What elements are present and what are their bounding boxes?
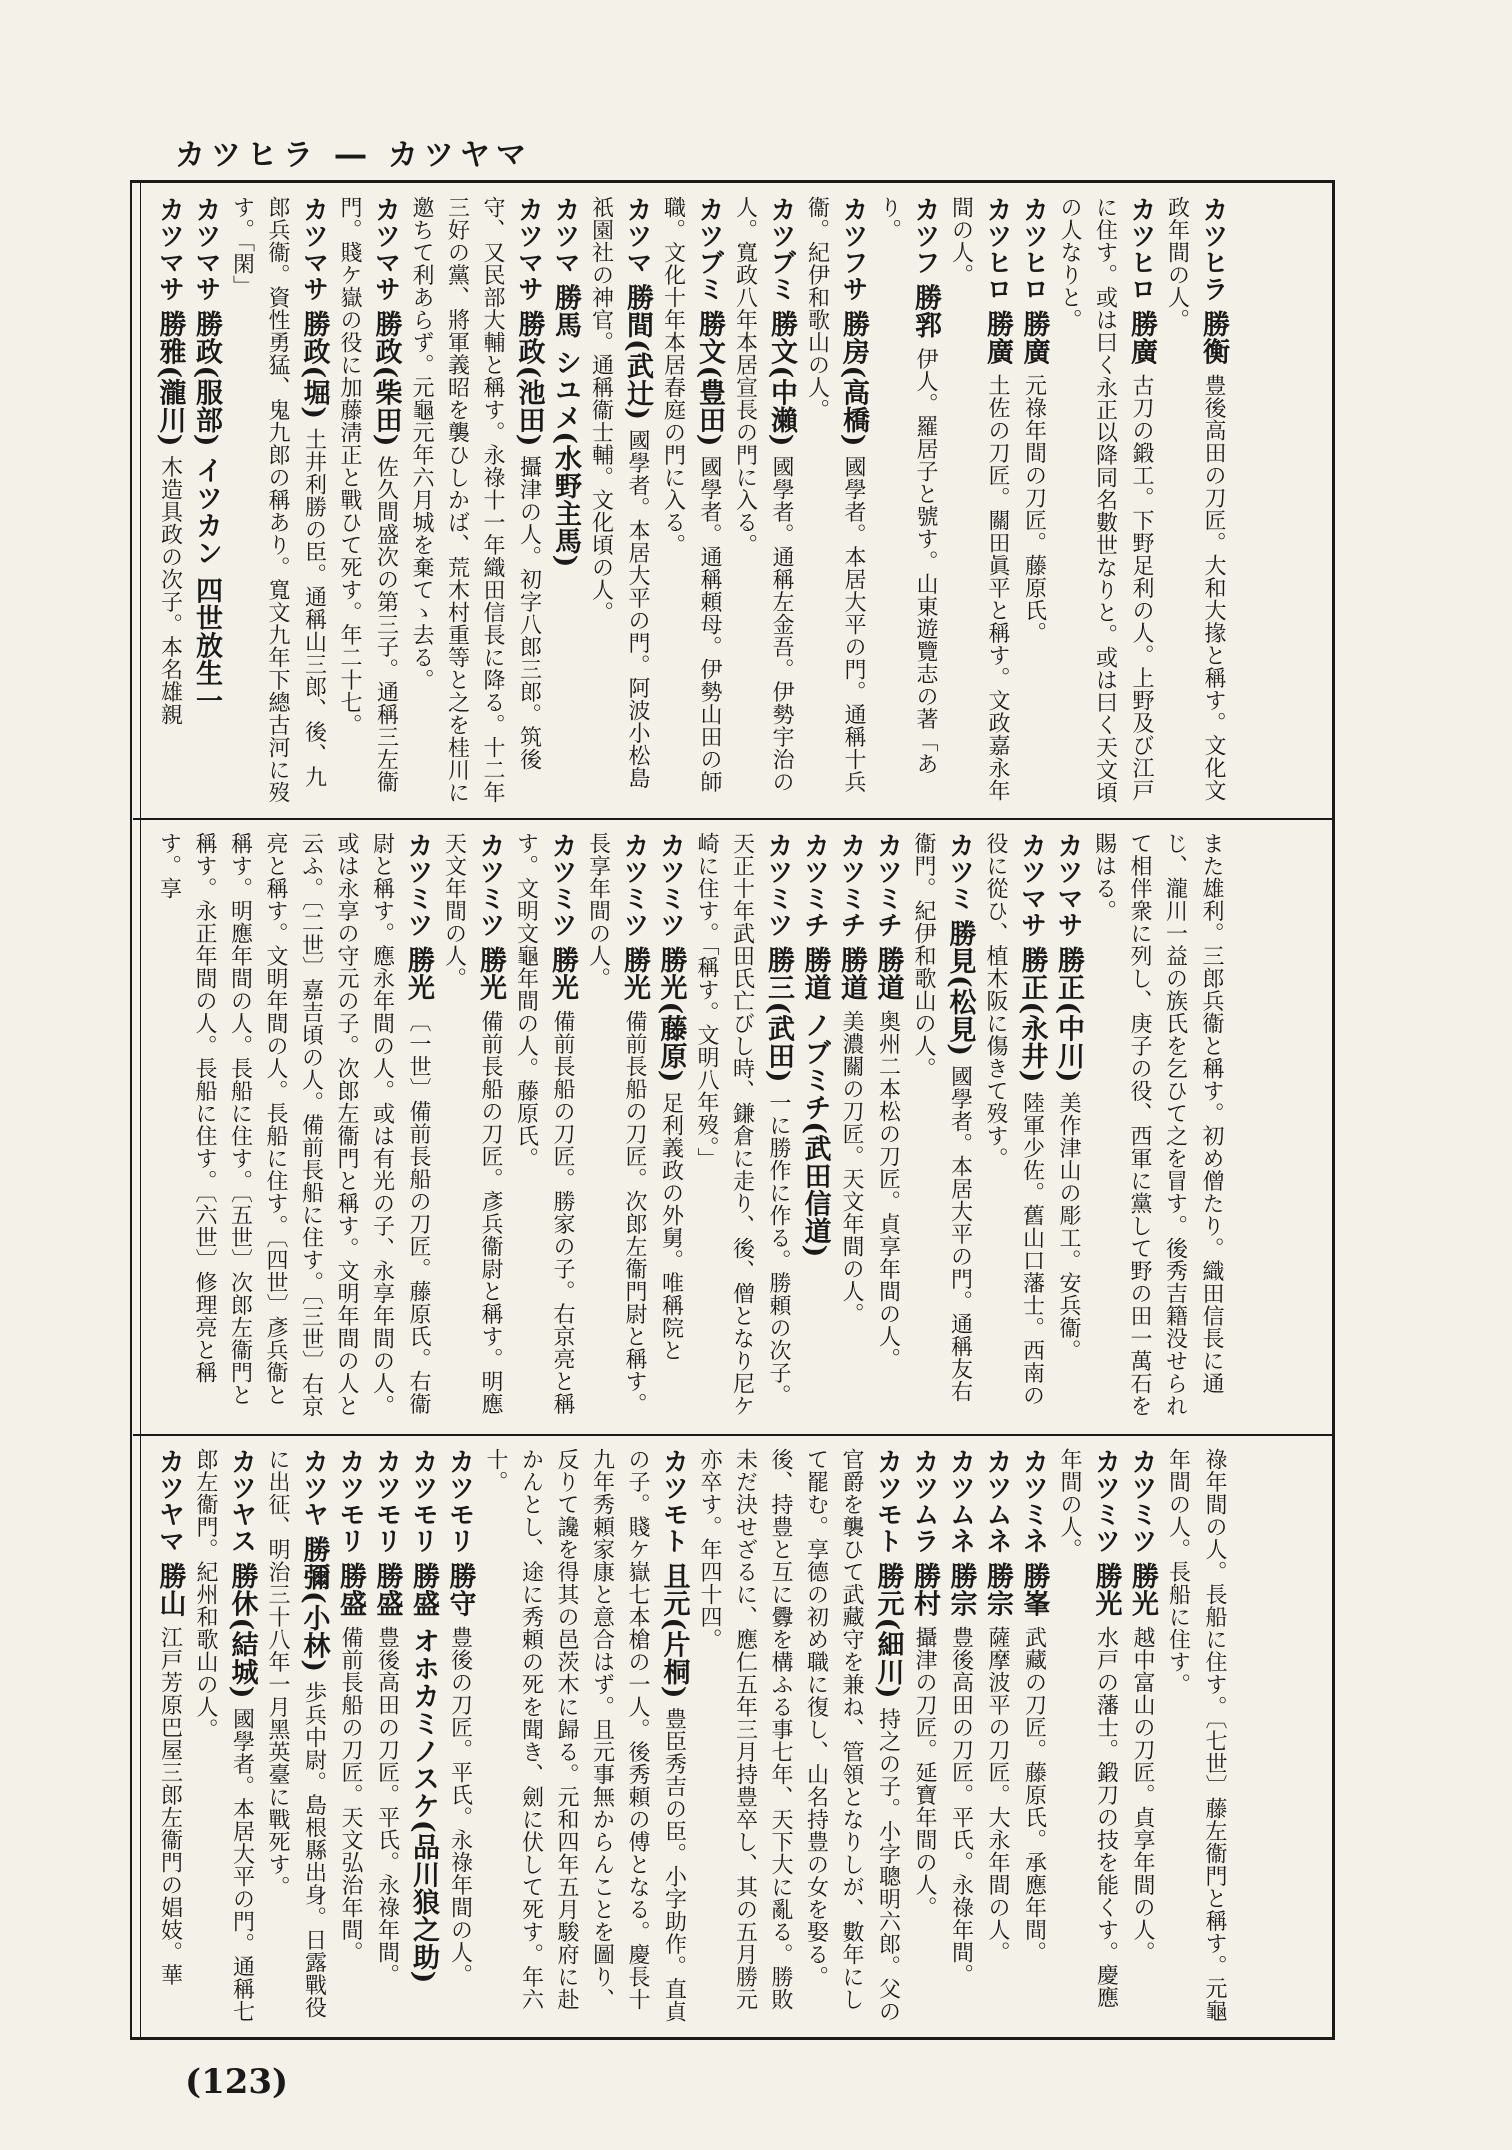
entry-kana: カツミチ xyxy=(836,832,866,938)
dictionary-entry xyxy=(796,832,833,1424)
entry-description: 越中富山の刀匠。貞享年間の人。 xyxy=(1130,1625,1155,1964)
entry-name: 勝盛 オホカミノスケ(品川狼之助) xyxy=(408,1562,439,1984)
entry-description: 古刀の鍛工。下野足利の人。上野及び江戸に住す。或は曰く永正以降同名數世なりと。或は曰く天文頃の人なりと。 xyxy=(1057,196,1154,804)
entry-description: 國學者。通稱頼母。伊勢山田の師職。文化十年本居春庭の門に入る。 xyxy=(660,196,722,793)
entry-name: 勝宗 xyxy=(982,1562,1013,1618)
entry-description: 豊後高田の刀匠。平氏。永祿年間。 xyxy=(374,1625,400,1986)
entry-kana: カツマ xyxy=(622,196,652,276)
dictionary-entry xyxy=(478,1448,692,2028)
entry-description: 水戸の藩士。鍛刀の技を能くす。慶應年間の人。 xyxy=(1057,1448,1119,2009)
entry-description: 備前長船の刀匠。勝家の子。右京亮と稱す。文明文龜年間の人。藤原氏。 xyxy=(513,832,575,1415)
entry-kana: カツフサ xyxy=(838,196,868,302)
dictionary-entry xyxy=(727,196,799,808)
entry-description: 國學者。本居大平の門。阿波小松島祇園社の神官。通稱衞士輔。文化頃の人。 xyxy=(588,196,650,789)
entry-description: 國學者。本居大平の門。通稱七郎左衞門。紀州和歌山の人。 xyxy=(193,1448,255,2023)
entry-description: 土佐の刀匠。關田眞平と稱す。文政嘉永年間の人。 xyxy=(948,196,1010,802)
entry-name: 勝光 xyxy=(547,946,578,1002)
dictionary-entry xyxy=(942,1448,979,2028)
dictionary-entry xyxy=(188,1448,260,2028)
entry-kana: カツフ xyxy=(910,196,940,276)
entry-kana: カツマサ xyxy=(191,196,221,302)
entry-kana: カツミチ xyxy=(872,832,903,938)
entry-kana: カツヒロ xyxy=(1018,196,1049,302)
entry-kana: カツミツ xyxy=(655,832,686,938)
dictionary-entry xyxy=(1159,196,1231,808)
entry-name: 勝光 xyxy=(1090,1562,1122,1618)
entry-name: 勝郛 xyxy=(910,283,941,339)
dictionary-entry xyxy=(978,832,1050,1424)
entry-name: 勝正(永井) xyxy=(1016,946,1048,1084)
entry-kana: カツミチ xyxy=(799,832,830,938)
entry-description: 土井利勝の臣。通稱山三郎、後、九郎兵衞。資性勇猛、鬼九郎の稱あり。寬文九年下總古河に歿す。「閑」 xyxy=(229,196,327,804)
entry-kana: カツムネ xyxy=(982,1448,1012,1554)
entry-name: 勝光 xyxy=(403,946,434,1002)
entry-description: 豊臣秀吉の臣。小字助作。直貞の子。賤ケ嶽七本槍の一人。後秀頼の傅となる。慶長十九年秀頼家康と意合はず。且元事無からんことを圖り、反りて讒を得其の邑茨木に歸る。元和四年五月駿府に赴かんとし、途に秀頼の死を聞き、劍に伏して死す。年六十。 xyxy=(483,1448,687,2023)
dictionary-entry xyxy=(869,832,906,1424)
dictionary-entry xyxy=(436,832,508,1424)
entry-description: 奥州二本松の刀匠。貞享年間の人。 xyxy=(875,1009,901,1370)
entry-name: 勝廣 xyxy=(1126,310,1157,366)
entry-kana: カツミツ xyxy=(547,832,577,938)
dictionary-entry xyxy=(906,832,978,1424)
entry-name: 且元(片桐) xyxy=(658,1562,690,1700)
entry-kana: カツブミ xyxy=(694,196,724,302)
entry-description: 足利義政の外舅。唯稱院と xyxy=(658,1091,684,1362)
dictionary-entry xyxy=(799,196,871,808)
entry-name: 勝道 ノブミチ(武田信道) xyxy=(799,946,831,1258)
entry-kana: カツマサ xyxy=(1053,832,1083,938)
entry-name: 勝文(豊田) xyxy=(694,310,725,448)
entry-name: 勝廣 xyxy=(982,310,1013,366)
dictionary-entry xyxy=(405,1448,442,2028)
dictionary-entry xyxy=(151,1448,188,2028)
entry-name: 勝三(武田) xyxy=(763,946,794,1084)
tier-lower-entries xyxy=(133,1438,1250,2036)
entry-name: 勝光(藤原) xyxy=(655,946,687,1084)
dictionary-entry xyxy=(1124,1448,1161,2028)
dictionary-entry xyxy=(332,1448,369,2028)
entry-kana: カツヤ xyxy=(298,1448,329,1528)
entry-kana: カツマサ xyxy=(298,196,329,302)
entry-kana: カツムネ xyxy=(945,1448,976,1554)
entry-description: 備前長船の刀匠。次郎左衞門尉と稱す。長享年間の人。 xyxy=(585,832,647,1415)
tier-upper-entries xyxy=(133,186,1249,816)
entry-description: 攝津の刀匠。延寶年間の人。 xyxy=(912,1625,937,1919)
dictionary-entry xyxy=(151,832,436,1424)
entry-name: 勝政(堀) xyxy=(298,310,330,420)
entry-kana: カツミツ xyxy=(1127,1448,1157,1554)
dictionary-entry xyxy=(1015,196,1052,808)
entry-description: 木造具政の次子。本名雄親 xyxy=(157,455,183,726)
dictionary-entry xyxy=(260,1448,332,2028)
dictionary-entry xyxy=(583,196,655,808)
dictionary-entry xyxy=(508,832,580,1424)
entry-name: 勝盛 xyxy=(335,1562,366,1618)
entry-name: 勝光 xyxy=(475,946,506,1002)
dictionary-entry xyxy=(368,1448,405,2028)
dictionary-entry xyxy=(943,196,1015,808)
entry-kana: カツミネ xyxy=(1018,1448,1049,1554)
tier-lower xyxy=(133,1438,1332,2036)
entry-name: 勝雅(瀧川) xyxy=(154,310,186,448)
entry-name: 勝文(中瀨) xyxy=(766,310,797,448)
entry-description: 持之の子。小字聰明六郎。父の官爵を襲ひて武藏守を兼ね、管領となりしが、數年にして罷む。享德の初め職に復し、山名持豊の女を娶る。後、持豊と互に釁を構ふる事七年、天下大に亂る。勝敗未だ決せざるに、應仁五年三月持豊卒し、其の五月勝元亦卒す。年四十四。 xyxy=(697,1448,901,2023)
entry-kana: カツミツ xyxy=(403,832,433,938)
entry-kana: カツミツ xyxy=(475,832,505,938)
dictionary-entry xyxy=(979,1448,1016,2028)
entry-kana: カツヤマ xyxy=(154,1448,185,1554)
dictionary-entry xyxy=(1160,1448,1232,2028)
entry-kana: カツマサ xyxy=(513,196,544,302)
entry-description: 攝津の人。初字八郎三郎。筑後守、又民部大輔と稱す。永祿十一年織田信長に降る。十二年三好の黨、將軍義昭を襲ひしかば、荒木村重等と之を桂川に邀ちて利あらず。元龜元年六月城を棄てゝ去る。 xyxy=(409,196,542,804)
entry-description: 佐久間盛次の第三子。通稱三左衞門。賤ケ嶽の役に加藤淸正と戰ひて死す。年二十七。 xyxy=(337,196,399,793)
dictionary-entry xyxy=(655,196,727,808)
entry-description: 國學者。本居大平の門。通稱十兵衞。紀伊和歌山の人。 xyxy=(804,196,866,793)
entry-description: 陸軍少佐。舊山口藩士。西南の役に從ひ、植木阪に傷きて歿す。 xyxy=(983,832,1045,1407)
dictionary-entry xyxy=(332,196,404,808)
entry-kana: カツモト xyxy=(872,1448,903,1554)
entry-name: 勝守 xyxy=(444,1562,476,1618)
entry-kana: カツマ xyxy=(550,196,580,276)
tier-divider-2 xyxy=(133,1434,1332,1436)
entry-name: 勝元(細川) xyxy=(872,1562,904,1700)
entry-name: 勝光 xyxy=(619,946,650,1002)
entry-name: 勝光 xyxy=(1127,1562,1158,1618)
entry-description: 〔一世〕備前長船の刀匠。藤原氏。右衞尉と稱す。應永年間の人。或は有光の子、永享年間の人。或は永享の守元の子。次郎左衞門と稱す。文明年間の人と云ふ。〔二世〕嘉吉頃の人。備前長船に住す。〔三世〕右京亮と稱す。文明年間の人。長船に住す。〔四世〕彥兵衞と稱す。明應年間の人。長船に住す。〔五世〕次郎左衞門と稱す。永正年間の人。長船に住す。〔六世〕修理亮と稱す。享 xyxy=(156,832,431,1418)
dictionary-entry xyxy=(188,196,225,808)
entry-name: 勝道 xyxy=(836,946,867,1002)
entry-kana: カツヒラ xyxy=(1198,196,1228,302)
dictionary-entry xyxy=(547,196,584,808)
entry-name: 勝間(武辻) xyxy=(622,283,653,421)
entry-kana: カツムラ xyxy=(909,1448,939,1554)
entry-description: 江戸芳原巴屋三郎左衞門の娼妓。華 xyxy=(157,1625,183,1986)
entry-description: 美作津山の彫工。安兵衞。 xyxy=(1056,1091,1081,1362)
page-number: (123) xyxy=(185,2062,289,2102)
entry-kana: カツブミ xyxy=(766,196,796,302)
dictionary-entry xyxy=(1050,832,1087,1424)
dictionary-entry xyxy=(580,832,652,1424)
dictionary-entry xyxy=(833,832,870,1424)
entry-description: また雄利。三郎兵衞と稱す。初め僧たり。織田信長に通じ、瀧川一益の族氏を乞ひて之を冒す。後秀吉籍没せられて相伴衆に列し、庚子の役、西軍に黨して野の田一萬石を賜はる。 xyxy=(1091,832,1224,1417)
tier-divider-1 xyxy=(133,818,1332,820)
entry-description: 備前長船の刀匠。彥兵衞尉と稱す。明應天文年間の人。 xyxy=(441,832,503,1415)
entry-kana: カツモリ xyxy=(335,1448,365,1554)
entry-name: 勝盛 xyxy=(371,1562,403,1618)
entry-description: 元祿年間の刀匠。藤原氏。 xyxy=(1021,373,1047,644)
entry-name: 勝政(柴田) xyxy=(370,310,402,448)
entry-name: 勝道 xyxy=(872,946,904,1002)
entry-name: 勝宗 xyxy=(945,1562,977,1618)
dictionary-entry xyxy=(689,832,797,1424)
entry-name: 勝房(高橋) xyxy=(838,310,869,448)
running-head: カツヒラ ― カツヤマ xyxy=(175,138,532,173)
entry-name: 勝正(中川) xyxy=(1053,946,1084,1084)
entry-name: 勝村 xyxy=(909,1562,940,1618)
entry-kana: カツモリ xyxy=(444,1448,475,1554)
entry-kana: カツマサ xyxy=(370,196,401,302)
entry-name: 勝見(松見) xyxy=(944,919,976,1057)
entry-name: 勝馬 シユメ(水野主馬) xyxy=(550,283,581,568)
entry-kana: カツミツ xyxy=(619,832,649,938)
entry-description: 一に勝作に作る。勝頼の次子。天正十年武田氏亡びし時、鎌倉に走り、後、僧となり尼ケ崎に住す。「稱す。文明八年歿。」 xyxy=(694,832,791,1417)
dictionary-entry xyxy=(151,196,188,808)
entry-name: 勝廣 xyxy=(1018,310,1050,366)
entry-kana: カツミ xyxy=(944,832,975,912)
dictionary-entry xyxy=(1052,1448,1124,2028)
dictionary-entry xyxy=(404,196,547,808)
entry-description: 歩兵中尉。島根縣出身。日露戰役に出征、明治三十八年一月黑英臺に戰死す。 xyxy=(265,1448,327,2019)
tier-middle-entries xyxy=(133,822,1247,1432)
dictionary-entry xyxy=(906,1448,943,2028)
entry-description: 豊後高田の刀匠。大和大掾と稱す。文化文政年間の人。 xyxy=(1164,196,1226,802)
entry-name: 勝峯 xyxy=(1018,1562,1050,1618)
dictionary-entry xyxy=(441,1448,478,2028)
dictionary-entry xyxy=(1086,832,1229,1424)
entry-kana: カツヒロ xyxy=(1126,196,1156,302)
tier-middle xyxy=(133,822,1332,1432)
entry-name: 勝政(池田) xyxy=(513,310,545,448)
entry-description: 薩摩波平の刀匠。大永年間の人。 xyxy=(985,1625,1010,1964)
entry-kana: カツミツ xyxy=(763,832,793,938)
entry-description: 祿年間の人。長船に住す。〔七世〕藤左衞門と稱す。元龜年間の人。長船に住す。 xyxy=(1165,1448,1227,2022)
entry-description: 伊人。羅居子と號す。山東遊覽志の著「あり。 xyxy=(876,196,938,775)
entry-name: 勝衡 xyxy=(1198,310,1229,366)
dictionary-entry xyxy=(1015,1448,1052,2028)
entry-description: 美濃關の刀匠。天文年間の人。 xyxy=(839,1009,864,1325)
entry-name: 勝政(服部) イツカン 四世放生一 xyxy=(191,310,222,715)
entry-description: 國學者。通稱左金吾。伊勢宇治の人。寬政八年本居宣長の門に入る。 xyxy=(732,196,794,793)
entry-description: 豊後の刀匠。平氏。永祿年間の人。 xyxy=(447,1625,473,1986)
entry-kana: カツマサ xyxy=(154,196,185,302)
dictionary-entry xyxy=(1052,196,1160,808)
entry-description: 國學者。本居大平の門。通稱友右衞門。紀伊和歌山の人。 xyxy=(911,832,973,1403)
entry-kana: カツモト xyxy=(658,1448,689,1554)
entry-kana: カツモリ xyxy=(408,1448,438,1554)
entry-description: 豊後高田の刀匠。平氏。永祿年間。 xyxy=(948,1625,974,1986)
entry-kana: カツヤス xyxy=(226,1448,257,1554)
entry-name: 勝山 xyxy=(154,1562,186,1618)
tier-upper xyxy=(133,186,1332,816)
dictionary-entry xyxy=(652,832,689,1424)
entry-kana: カツヒロ xyxy=(982,196,1012,302)
entry-kana: カツマサ xyxy=(1016,832,1047,938)
entry-description: 武藏の刀匠。藤原氏。承應年間。 xyxy=(1021,1625,1047,1964)
entry-kana: カツミツ xyxy=(1090,1448,1121,1554)
entry-description: 備前長船の刀匠。天文弘治年間。 xyxy=(338,1625,363,1964)
dictionary-entry xyxy=(692,1448,906,2028)
entry-name: 勝休(結城) xyxy=(226,1562,258,1700)
dictionary-entry xyxy=(224,196,332,808)
entry-name: 勝彌(小林) xyxy=(298,1535,330,1673)
entry-kana: カツモリ xyxy=(371,1448,402,1554)
dictionary-entry xyxy=(871,196,943,808)
